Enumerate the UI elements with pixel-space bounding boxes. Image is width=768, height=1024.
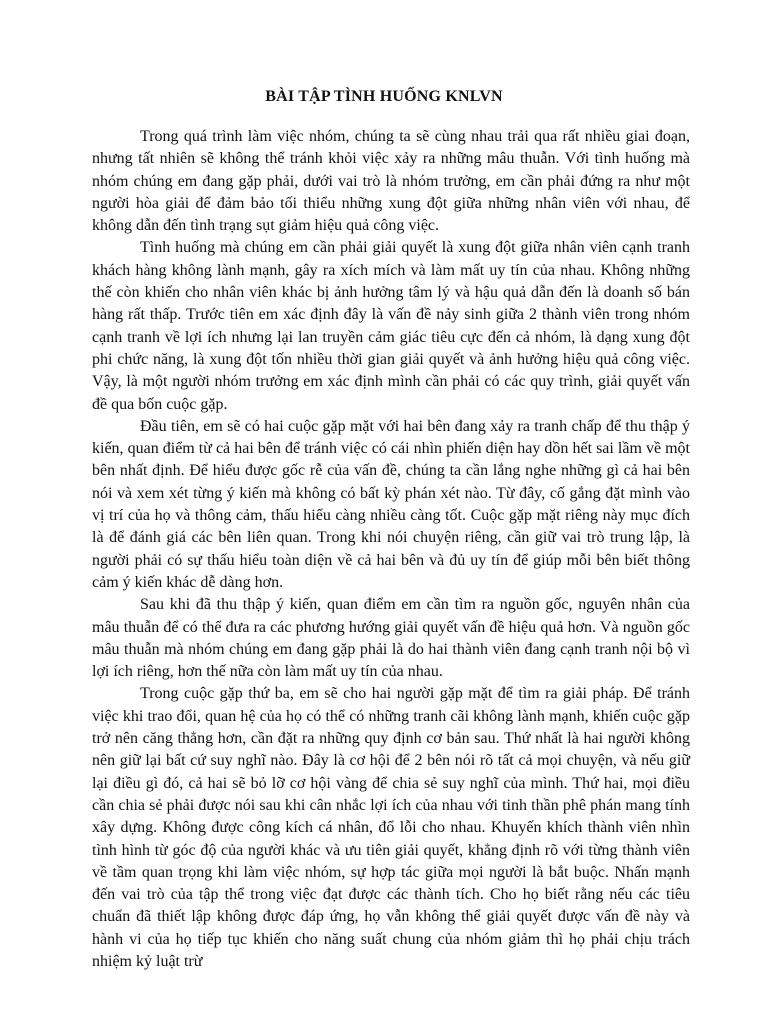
document-title: BÀI TẬP TÌNH HUỐNG KNLVN [265,88,503,105]
paragraph-2: Tình huống mà chúng em cần phải giải quyết là xung đột giữa nhân viên cạnh tranh khách hàng không lành mạnh, gây ra xích mích và làm mất uy tín của nhau. Không những thế còn khiến cho nhân viên khác bị ảnh hưởng tâm lý và hậu quả dẫn đến là doanh số bán hàng rất thấp. Trước tiên em xác định đây là vấn đề nảy sinh giữa 2 thành viên trong nhóm cạnh tranh về lợi ích nhưng lại lan truyền cảm giác tiêu cực đến cả nhóm, là dạng xung đột phi chức năng, là xung đột tốn nhiều thời gian giải quyết và ảnh hưởng hiệu quả công việc. Vậy, là một người nhóm trưởng em xác định mình cần phải có các quy trình, giải quyết vấn đề qua bốn cuộc gặp. [92,239,690,413]
paragraph-4: Sau khi đã thu thập ý kiến, quan điểm em cần tìm ra nguồn gốc, nguyên nhân của mâu thuẫn để có thể đưa ra các phương hướng giải quyết vấn đề hiệu quả hơn. Và nguồn gốc mâu thuẫn mà nhóm chúng em đang gặp phải là do hai thành viên đang cạnh tranh nội bộ vì lợi ích riêng, hơn thế nữa còn làm mất uy tín của nhau. [92,596,690,681]
paragraph-1: Trong quá trình làm việc nhóm, chúng ta sẽ cùng nhau trải qua rất nhiều giai đoạn, nhưng tất nhiên sẽ không thể tránh khỏi việc xảy ra những mâu thuẫn. Với tình huống mà nhóm chúng em đang gặp phải, dưới vai trò là nhóm trưởng, em cần phải đứng ra như một người hòa giải để đảm bảo tối thiểu những xung đột giữa những nhân viên với nhau, để không dẫn đến tình trạng sụt giảm hiệu quả công việc. [92,128,690,235]
paragraph-3: Đầu tiên, em sẽ có hai cuộc gặp mặt với hai bên đang xảy ra tranh chấp để thu thập ý kiến, quan điểm từ cả hai bên để tránh việc có cái nhìn phiến diện hay dồn hết sai lầm về một bên nhất định. Để hiểu được gốc rễ của vấn đề, chúng ta cần lắng nghe những gì cả hai bên nói và xem xét từng ý kiến mà không có bất kỳ phán xét nào. Từ đây, cố gắng đặt mình vào vị trí của họ và thông cảm, thấu hiểu càng nhiều càng tốt. Cuộc gặp mặt riêng này mục đích là để đánh giá các bên liên quan. Trong khi nói chuyện riêng, cần giữ vai trò trung lập, là người phải có sự thấu hiểu toàn diện về cả hai bên và đủ uy tín để giúp mỗi bên biết thông cảm ý kiến khác dễ dàng hơn. [92,417,690,591]
paragraph-5: Trong cuộc gặp thứ ba, em sẽ cho hai người gặp mặt để tìm ra giải pháp. Để tránh việc khi trao đổi, quan hệ của họ có thể có những tranh cãi không lành mạnh, khiến cuộc gặp trở nên căng thẳng hơn, cần đặt ra những quy định cơ bản sau. Thứ nhất là hai người không nên giữ lại bất cứ suy nghĩ nào. Đây là cơ hội để 2 bên nói rõ tất cả mọi chuyện, và nếu giữ lại điều gì đó, cả hai sẽ bỏ lỡ cơ hội vàng để chia sẻ suy nghĩ của mình. Thứ hai, mọi điều cần chia sẻ phải được nói sau khi cân nhắc lợi ích của nhau với tinh thần phê phán mang tính xây dựng. Không được công kích cá nhân, đổ lỗi cho nhau. Khuyến khích thành viên nhìn tình hình từ góc độ của người khác và ưu tiên giải quyết, khẳng định rõ với từng thành viên về tầm quan trọng khi làm việc nhóm, sự hợp tác giữa mọi người là bắt buộc. Nhấn mạnh đến vai trò của tập thể trong việc đạt được các thành tích. Cho họ biết rằng nếu các tiêu chuẩn đã thiết lập không được đáp ứng, họ vẫn không thể giải quyết được vấn đề này và hành vi của họ tiếp tục khiến cho năng suất chung của nhóm giảm thì họ phải chịu trách nhiệm kỷ luật trừ [92,685,690,970]
document-body [92,126,690,973]
